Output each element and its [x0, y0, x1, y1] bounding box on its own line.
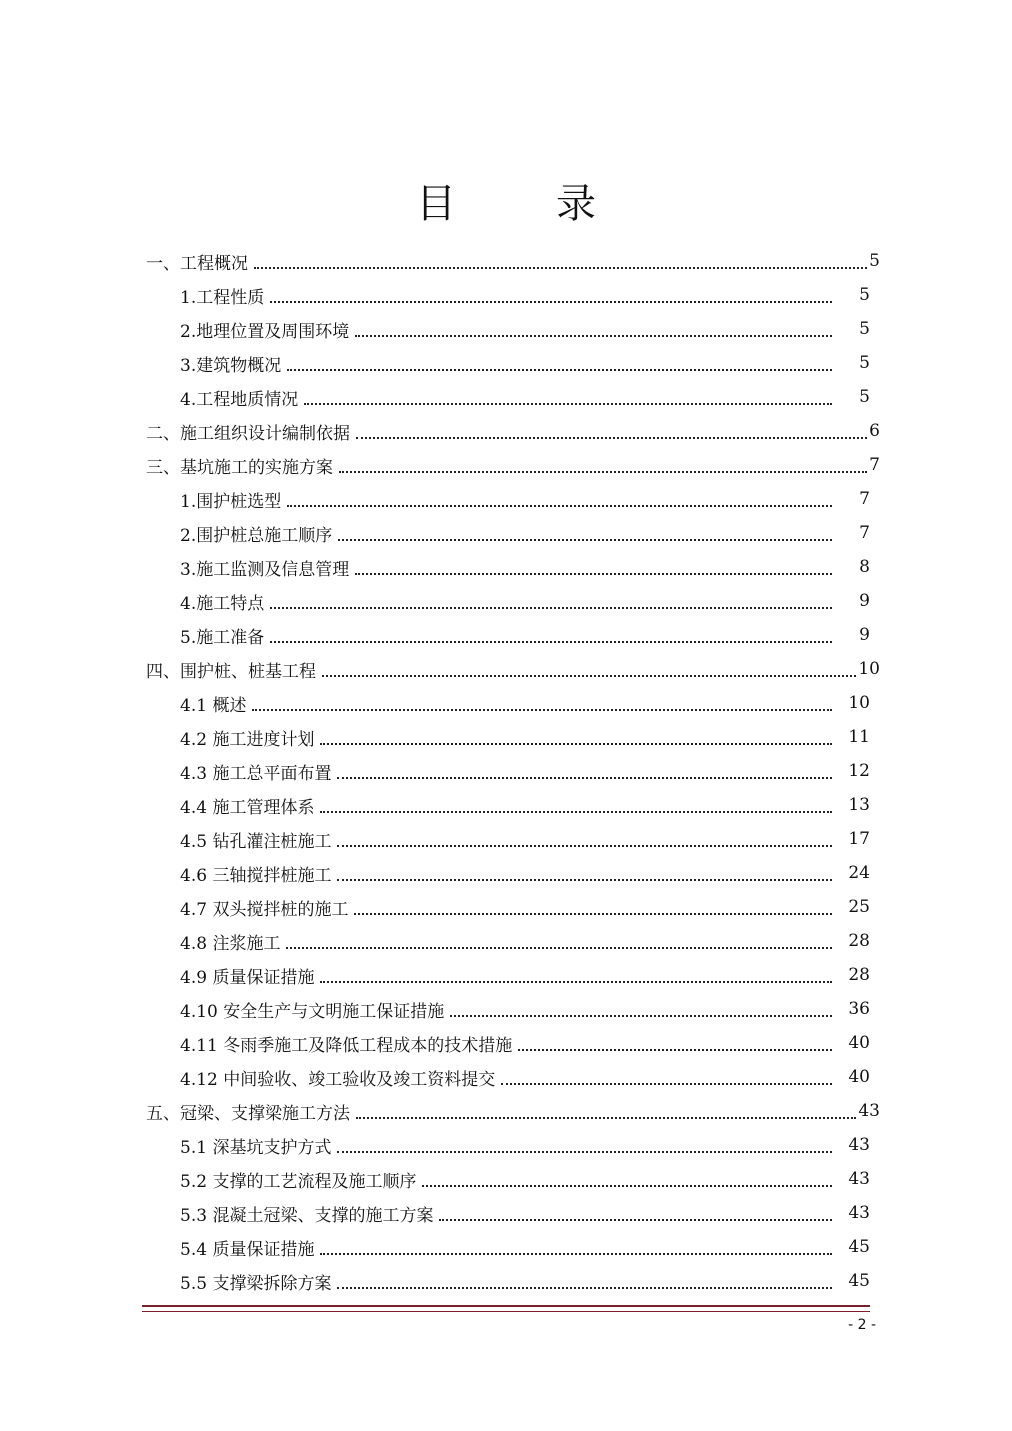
- toc-entry-page: 7: [859, 489, 870, 509]
- toc-dot-leader: [337, 856, 832, 890]
- toc-entry-page: 13: [848, 795, 870, 815]
- toc-section-entry[interactable]: [180, 754, 870, 788]
- toc-entry-page: 45: [848, 1237, 870, 1257]
- toc-entry-label: 4.工程地质情况: [180, 389, 299, 410]
- page-title: [0, 172, 1012, 229]
- toc-entry-label: 3.建筑物概况: [180, 355, 282, 376]
- toc-dot-leader: [254, 244, 867, 278]
- toc-dot-leader: [355, 312, 832, 346]
- toc-section-entry[interactable]: [180, 992, 870, 1026]
- toc-section-entry[interactable]: [180, 1230, 870, 1264]
- toc-entry-page: 9: [859, 625, 870, 645]
- toc-entry-page: 7: [869, 455, 880, 475]
- toc-section-entry[interactable]: [180, 1060, 870, 1094]
- toc-section-entry[interactable]: [180, 482, 870, 516]
- toc-entry-label: 四、围护桩、桩基工程: [146, 661, 316, 682]
- toc-entry-label: 4.10 安全生产与文明施工保证措施: [180, 1001, 445, 1022]
- toc-dot-leader: [320, 1230, 832, 1264]
- toc-section-entry[interactable]: [180, 584, 870, 618]
- title-char-2: 录: [556, 181, 596, 227]
- toc-section-entry[interactable]: [180, 550, 870, 584]
- toc-entry-page: 40: [848, 1033, 870, 1053]
- toc-chapter-entry[interactable]: [146, 1094, 880, 1128]
- toc-chapter-entry[interactable]: [146, 244, 880, 278]
- toc-section-entry[interactable]: [180, 618, 870, 652]
- toc-entry-page: 10: [848, 693, 870, 713]
- toc-section-entry[interactable]: [180, 822, 870, 856]
- toc-section-entry[interactable]: [180, 1026, 870, 1060]
- toc-dot-leader: [518, 1026, 832, 1060]
- toc-dot-leader: [320, 720, 832, 754]
- toc-entry-page: 5: [859, 353, 870, 373]
- toc-dot-leader: [287, 346, 832, 380]
- toc-entry-label: 4.12 中间验收、竣工验收及竣工资料提交: [180, 1069, 496, 1090]
- footer-rule-thin: [142, 1311, 870, 1312]
- toc-entry-label: 5.3 混凝土冠梁、支撑的施工方案: [180, 1205, 434, 1226]
- toc-dot-leader: [501, 1060, 832, 1094]
- page-number: - 2 -: [848, 1317, 876, 1333]
- toc-dot-leader: [337, 1128, 832, 1162]
- toc-entry-page: 43: [848, 1135, 870, 1155]
- toc-entry-label: 4.2 施工进度计划: [180, 729, 315, 750]
- toc-dot-leader: [450, 992, 832, 1026]
- toc-entry-label: 4.施工特点: [180, 593, 265, 614]
- toc-entry-page: 24: [848, 863, 870, 883]
- toc-entry-label: 2.地理位置及周围环境: [180, 321, 350, 342]
- toc-chapter-entry[interactable]: [146, 414, 880, 448]
- toc-entry-page: 7: [859, 523, 870, 543]
- toc-entry-label: 一、工程概况: [146, 253, 248, 274]
- toc-section-entry[interactable]: [180, 788, 870, 822]
- toc-entry-page: 11: [848, 727, 870, 747]
- toc-section-entry[interactable]: [180, 380, 870, 414]
- toc-section-entry[interactable]: [180, 1264, 870, 1298]
- footer-rule-thick: [142, 1305, 870, 1307]
- toc-dot-leader: [337, 1264, 832, 1298]
- toc-dot-leader: [287, 482, 832, 516]
- toc-entry-label: 4.1 概述: [180, 695, 247, 716]
- toc-section-entry[interactable]: [180, 924, 870, 958]
- toc-section-entry[interactable]: [180, 1162, 870, 1196]
- toc-entry-page: 5: [859, 319, 870, 339]
- toc-dot-leader: [252, 686, 832, 720]
- toc-dot-leader: [286, 924, 832, 958]
- toc-dot-leader: [338, 516, 832, 550]
- toc-section-entry[interactable]: [180, 516, 870, 550]
- toc-entry-label: 4.6 三轴搅拌桩施工: [180, 865, 332, 886]
- toc-section-entry[interactable]: [180, 890, 870, 924]
- toc-entry-page: 36: [848, 999, 870, 1019]
- toc-dot-leader: [304, 380, 832, 414]
- toc-entry-label: 4.11 冬雨季施工及降低工程成本的技术措施: [180, 1035, 513, 1056]
- toc-dot-leader: [270, 584, 832, 618]
- toc-dot-leader: [270, 278, 832, 312]
- toc-entry-page: 5: [859, 387, 870, 407]
- toc-chapter-entry[interactable]: [146, 652, 880, 686]
- toc-dot-leader: [355, 550, 832, 584]
- toc-section-entry[interactable]: [180, 720, 870, 754]
- toc-section-entry[interactable]: [180, 346, 870, 380]
- toc-section-entry[interactable]: [180, 312, 870, 346]
- toc-entry-page: 28: [848, 931, 870, 951]
- toc-entry-label: 4.5 钻孔灌注桩施工: [180, 831, 332, 852]
- toc-section-entry[interactable]: [180, 278, 870, 312]
- toc-entry-label: 五、冠梁、支撑梁施工方法: [146, 1103, 350, 1124]
- toc-dot-leader: [339, 448, 867, 482]
- toc-dot-leader: [356, 414, 867, 448]
- toc-entry-label: 2.围护桩总施工顺序: [180, 525, 333, 546]
- toc-entry-page: 6: [869, 421, 880, 441]
- toc-entry-page: 43: [858, 1101, 880, 1121]
- toc-entry-label: 4.8 注浆施工: [180, 933, 281, 954]
- toc-entry-label: 5.5 支撑梁拆除方案: [180, 1273, 332, 1294]
- toc-dot-leader: [422, 1162, 832, 1196]
- toc-entry-page: 43: [848, 1203, 870, 1223]
- toc-entry-label: 3.施工监测及信息管理: [180, 559, 350, 580]
- toc-entry-label: 4.9 质量保证措施: [180, 967, 315, 988]
- toc-entry-page: 5: [869, 251, 880, 271]
- toc-dot-leader: [270, 618, 832, 652]
- toc-entry-page: 9: [859, 591, 870, 611]
- toc-dot-leader: [322, 652, 856, 686]
- toc-entry-page: 5: [859, 285, 870, 305]
- toc-entry-label: 1.工程性质: [180, 287, 265, 308]
- toc-entry-label: 5.2 支撑的工艺流程及施工顺序: [180, 1171, 417, 1192]
- toc-dot-leader: [320, 788, 832, 822]
- toc-entry-page: 28: [848, 965, 870, 985]
- toc-section-entry[interactable]: [180, 958, 870, 992]
- toc-entry-label: 5.施工准备: [180, 627, 265, 648]
- toc-entry-page: 43: [848, 1169, 870, 1189]
- toc-entry-label: 三、基坑施工的实施方案: [146, 457, 333, 478]
- toc-dot-leader: [356, 1094, 856, 1128]
- toc-entry-page: 25: [848, 897, 870, 917]
- toc-dot-leader: [337, 822, 832, 856]
- title-char-1: 目: [416, 181, 456, 227]
- toc-entry-label: 1.围护桩选型: [180, 491, 282, 512]
- toc-entry-page: 8: [859, 557, 870, 577]
- toc-entry-label: 4.4 施工管理体系: [180, 797, 315, 818]
- toc-entry-page: 17: [848, 829, 870, 849]
- toc-section-entry[interactable]: [180, 686, 870, 720]
- toc-dot-leader: [337, 754, 832, 788]
- toc-dot-leader: [354, 890, 832, 924]
- toc-dot-leader: [320, 958, 832, 992]
- toc-entry-label: 二、施工组织设计编制依据: [146, 423, 350, 444]
- toc-entry-label: 4.3 施工总平面布置: [180, 763, 332, 784]
- toc-entry-page: 10: [858, 659, 880, 679]
- toc-entry-page: 45: [848, 1271, 870, 1291]
- toc-section-entry[interactable]: [180, 1128, 870, 1162]
- toc-entry-page: 12: [848, 761, 870, 781]
- toc-entry-page: 40: [848, 1067, 870, 1087]
- toc-entry-label: 4.7 双头搅拌桩的施工: [180, 899, 349, 920]
- toc-dot-leader: [439, 1196, 832, 1230]
- toc-section-entry[interactable]: [180, 856, 870, 890]
- toc-section-entry[interactable]: [180, 1196, 870, 1230]
- toc-chapter-entry[interactable]: [146, 448, 880, 482]
- toc-entry-label: 5.4 质量保证措施: [180, 1239, 315, 1260]
- toc-entry-label: 5.1 深基坑支护方式: [180, 1137, 332, 1158]
